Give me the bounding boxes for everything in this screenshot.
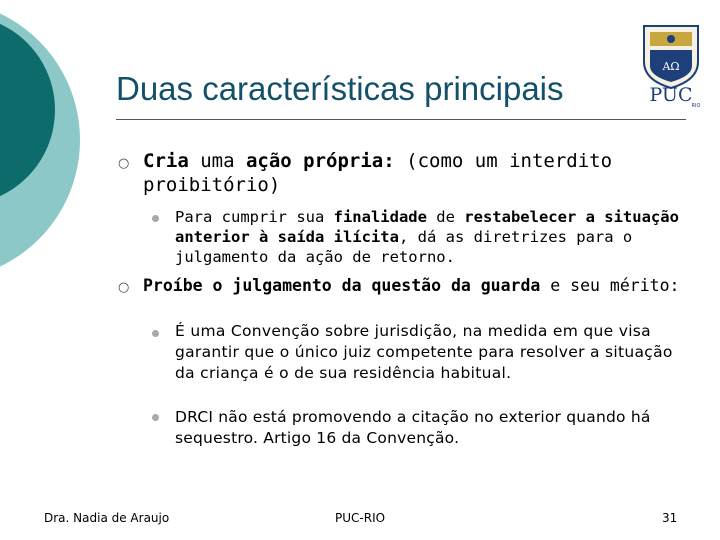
text-run: DRCI não está promovendo a citação no exterior quando há sequestro. Artigo 16 da Convenção.	[175, 408, 651, 447]
text-run: Para cumprir sua	[175, 208, 334, 226]
text-run: de	[426, 208, 465, 226]
text-run: É uma Convenção sobre jurisdição, na medida em que visa garantir que o único juiz competente para resolver a situação da criança é o de sua residência habitual.	[175, 322, 673, 382]
filled-bullet-icon	[152, 414, 159, 421]
sub-bullet-text	[175, 207, 685, 267]
decorative-circles	[0, 0, 80, 300]
slide-title: Duas características principais	[116, 70, 564, 107]
text-run: e seu mérito:	[540, 276, 680, 295]
footer-author: Dra. Nadia de Araujo	[44, 511, 170, 525]
svg-text:AΩ: AΩ	[662, 60, 680, 73]
bold-text-run: Proíbe o julgamento da questão da guarda	[143, 276, 541, 295]
hollow-bullet-icon: ○	[118, 156, 130, 171]
sub-bullet-text	[175, 321, 685, 384]
bullet-text	[143, 149, 683, 197]
logo-subtext: RIO	[691, 103, 701, 108]
filled-bullet-icon	[152, 330, 159, 337]
page-number: 31	[662, 511, 678, 525]
hollow-bullet-icon: ○	[118, 280, 130, 295]
bold-text-run: finalidade	[333, 208, 427, 226]
bold-text-run: restabelecer a situação anterior à saída ilícita	[175, 208, 679, 246]
puc-rio-logo	[636, 22, 706, 108]
shield-icon	[644, 26, 698, 88]
title-divider	[116, 119, 686, 120]
text-run: uma	[188, 150, 246, 172]
bullet-text	[143, 277, 683, 295]
text-run: , dá as diretrizes para o julgamento da ação de retorno.	[175, 228, 633, 266]
footer-center: PUC-RIO	[335, 511, 386, 525]
bold-text-run: ação própria:	[245, 150, 395, 172]
bold-text-run: Cria	[143, 150, 189, 172]
sub-bullet-text	[175, 407, 685, 449]
text-run: (como um interdito proibitório)	[143, 150, 613, 196]
logo-text: PUC	[649, 84, 693, 106]
filled-bullet-icon	[152, 215, 159, 222]
